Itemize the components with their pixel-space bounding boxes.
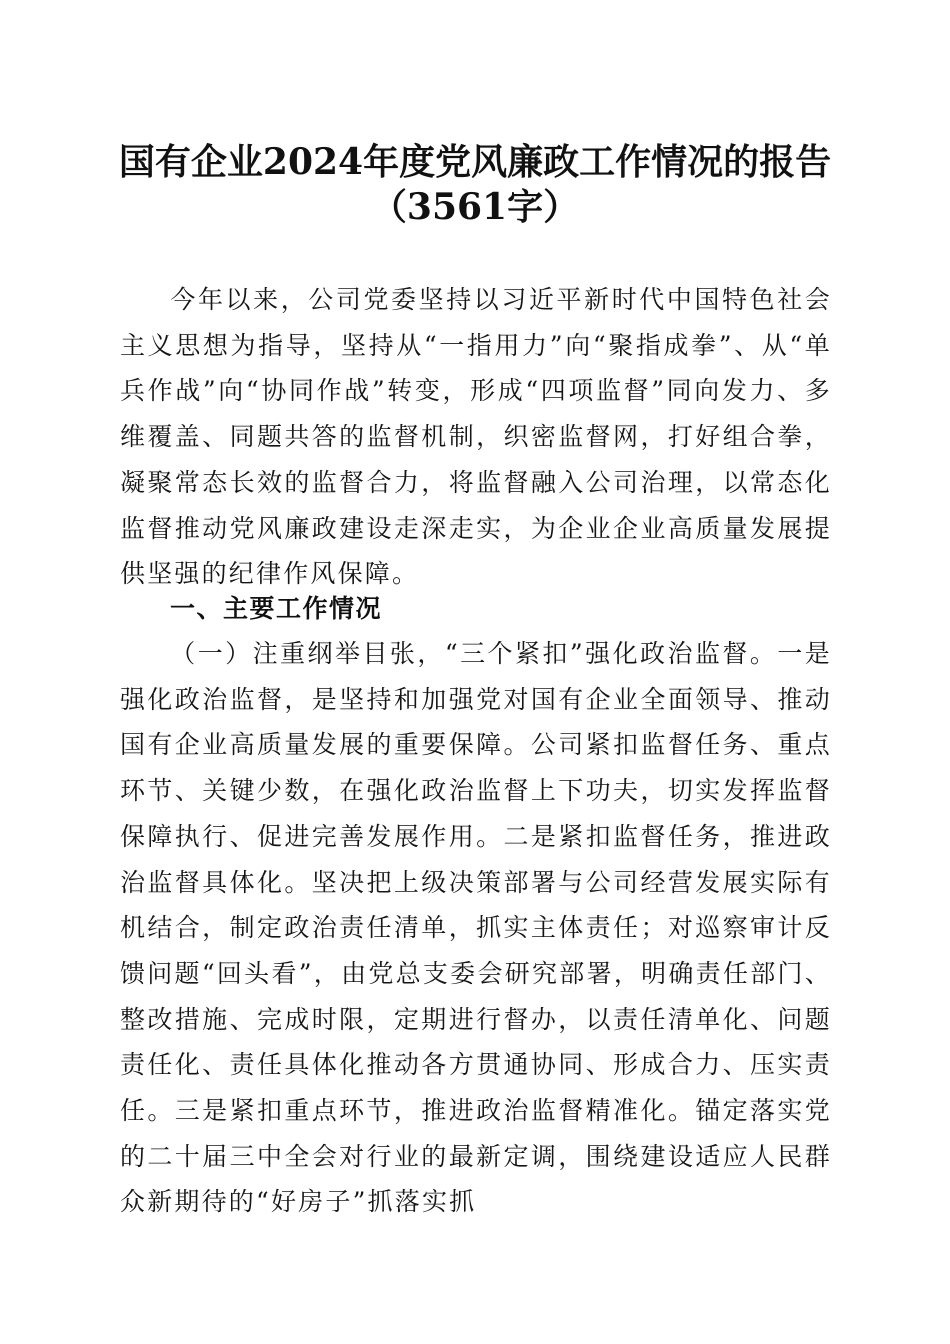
intro-paragraph-text: 今年以来，公司党委坚持以习近平新时代中国特色社会主义思想为指导，坚持从“一指用力”向“聚指成拳”、从“单兵作战”向“协同作战”转变，形成“四项监督”同向发力、多维覆盖、同题共答的监督机制，织密监督网，打好组合拳，凝聚常态长效的监督合力，将监督融入公司治理，以常态化监督推动党风廉政建设走深走实，为企业企业高质量发展提供坚强的纪律作风保障。 <box>120 285 832 589</box>
intro-paragraph <box>120 277 832 597</box>
section-paragraph-text: （一）注重纲举目张，“三个紧扣”强化政治监督。一是强化政治监督，是坚持和加强党对国有企业全面领导、推动国有企业高质量发展的重要保障。公司紧扣监督任务、重点环节、关键少数，在强化政治监督上下功夫，切实发挥监督保障执行、促进完善发展作用。二是紧扣监督任务，推进政治监督具体化。坚决把上级决策部署与公司经营发展实际有机结合，制定政治责任清单，抓实主体责任；对巡察审计反馈问题“回头看”，由党总支委会研究部署，明确责任部门、整改措施、完成时限，定期进行督办，以责任清单化、问题责任化、责任具体化推动各方贯通协同、形成合力、压实责任。三是紧扣重点环节，推进政治监督精准化。锚定落实党的二十届三中全会对行业的最新定调，围绕建设适应人民群众新期待的“好房子”抓落实抓 <box>120 639 832 1217</box>
section-heading: 一、主要工作情况 <box>170 594 383 623</box>
document-subtitle-word-count: （3561字） <box>370 186 580 228</box>
section-paragraph <box>120 631 832 1225</box>
document-title: 国有企业2024年度党风廉政工作情况的报告 <box>118 141 832 183</box>
